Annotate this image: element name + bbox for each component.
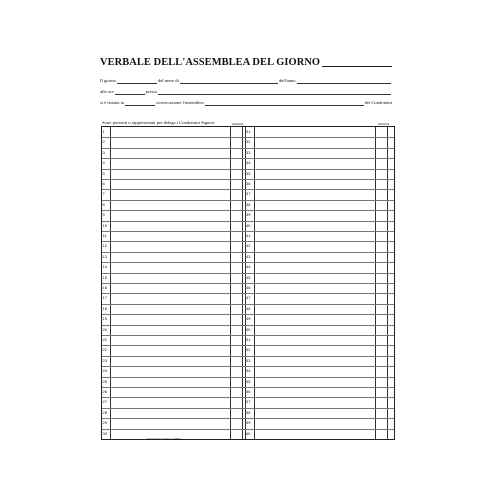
row-number-left: 30 <box>102 430 107 436</box>
row-number-right: 58 <box>246 409 251 415</box>
row-number-left: 13 <box>102 253 107 259</box>
table-row-divider <box>102 262 394 263</box>
row-number-left: 27 <box>102 399 107 405</box>
row-number-left: 29 <box>102 420 107 426</box>
row-number-right: 53 <box>246 357 251 363</box>
row-number-right: 60 <box>246 430 251 436</box>
row-number-right: 33 <box>246 149 251 155</box>
row-number-right: 40 <box>246 222 251 228</box>
form-row-date <box>100 75 392 84</box>
table-row-divider <box>102 408 394 409</box>
row-number-left: 3 <box>102 149 105 155</box>
row-number-left: 20 <box>102 326 107 332</box>
label-condomini: dei Condomini <box>364 100 392 106</box>
table-row-divider <box>102 137 394 138</box>
row-number-right: 55 <box>246 378 251 384</box>
row-number-right: 46 <box>246 285 251 290</box>
attendees-note: Sono presenti o rappresentati per delega i Condomini Signori <box>102 120 215 125</box>
row-number-right: 39 <box>246 212 251 218</box>
publisher-mark: Modulistica Milano 7085 C <box>147 437 183 441</box>
row-number-right: 34 <box>246 160 251 166</box>
table-row-divider <box>102 148 394 149</box>
row-number-right: 57 <box>246 399 251 405</box>
row-number-right: 42 <box>246 243 251 249</box>
field-convocazione[interactable] <box>125 105 155 106</box>
row-number-left: 18 <box>102 305 107 311</box>
label-giorno: Il giorno <box>100 78 116 84</box>
row-number-left: 14 <box>102 264 107 270</box>
row-number-left: 23 <box>102 357 107 363</box>
field-anno[interactable] <box>297 83 391 84</box>
table-row-divider <box>102 418 394 419</box>
row-number-left: 24 <box>102 368 107 374</box>
table-row-divider <box>102 345 394 346</box>
table-row-divider <box>102 169 394 170</box>
row-number-left: 9 <box>102 212 105 218</box>
row-number-left: 28 <box>102 409 107 415</box>
table-row-divider <box>102 210 394 211</box>
row-number-right: 50 <box>246 326 251 332</box>
row-number-right: 51 <box>246 337 251 342</box>
row-number-left: 4 <box>102 160 105 166</box>
field-assemblea[interactable] <box>205 105 364 106</box>
table-row-divider <box>102 377 394 378</box>
row-number-left: 26 <box>102 389 107 394</box>
table-row-divider <box>102 387 394 388</box>
row-number-right: 56 <box>246 389 251 394</box>
row-number-right: 54 <box>246 368 251 374</box>
table-row-divider <box>102 397 394 398</box>
table-row-divider <box>102 179 394 180</box>
row-number-left: 2 <box>102 139 105 145</box>
row-number-right: 49 <box>246 316 251 322</box>
row-number-right: 44 <box>246 264 251 270</box>
row-number-left: 22 <box>102 347 107 353</box>
row-number-right: 35 <box>246 170 251 176</box>
row-number-left: 17 <box>102 295 107 301</box>
title-date-line[interactable] <box>322 66 392 67</box>
table-row-divider <box>102 314 394 315</box>
row-number-left: 5 <box>102 170 105 176</box>
row-number-right: 36 <box>246 181 251 186</box>
row-number-right: 31 <box>246 129 251 134</box>
row-number-left: 15 <box>102 274 107 280</box>
table-row-divider <box>102 221 394 222</box>
field-presso[interactable] <box>158 94 391 95</box>
table-row-divider <box>102 200 394 201</box>
row-number-right: 45 <box>246 274 251 280</box>
field-giorno[interactable] <box>117 83 157 84</box>
row-number-right: 43 <box>246 253 251 259</box>
row-number-left: 25 <box>102 378 107 384</box>
row-number-right: 52 <box>246 347 251 353</box>
row-number-right: 41 <box>246 233 251 238</box>
table-row-divider <box>102 241 394 242</box>
label-riunita: si è riunita in <box>100 100 125 106</box>
field-mese[interactable] <box>180 83 278 84</box>
row-number-left: 6 <box>102 181 105 186</box>
label-assemblea: convocazione l'assemblea <box>156 100 204 106</box>
row-number-right: 37 <box>246 191 251 197</box>
label-presso: presso <box>145 89 158 95</box>
table-row-divider <box>102 189 394 190</box>
table-row-divider <box>102 158 394 159</box>
row-number-left: 12 <box>102 243 107 249</box>
row-number-left: 11 <box>102 233 107 238</box>
row-number-right: 38 <box>246 201 251 207</box>
table-row-divider <box>102 231 394 232</box>
verbale-form-page <box>97 44 395 449</box>
column-header-millesimi-right: millesimi <box>378 122 390 126</box>
table-row-divider <box>102 335 394 336</box>
row-number-left: 16 <box>102 285 107 290</box>
form-row-convocazione <box>100 97 392 106</box>
row-number-right: 48 <box>246 305 251 311</box>
row-number-left: 19 <box>102 316 107 322</box>
table-row-divider <box>102 293 394 294</box>
table-row-divider <box>102 325 394 326</box>
table-row-divider <box>102 366 394 367</box>
label-mese: del mese di <box>157 78 179 84</box>
table-row-divider <box>102 304 394 305</box>
table-row-divider <box>102 273 394 274</box>
document-title: VERBALE DELL'ASSEMBLEA DEL GIORNO <box>100 56 321 68</box>
row-number-left: 8 <box>102 201 105 207</box>
form-row-time <box>100 86 392 95</box>
table-row-divider <box>102 283 394 284</box>
row-number-right: 32 <box>246 139 251 145</box>
table-row-divider <box>102 252 394 253</box>
column-header-millesimi-left: millesimi <box>232 122 244 126</box>
table-row-divider <box>102 356 394 357</box>
label-ore: alle ore <box>100 89 114 95</box>
field-ore[interactable] <box>115 94 145 95</box>
row-number-left: 1 <box>102 129 105 134</box>
row-number-left: 7 <box>102 191 105 197</box>
label-anno: dell'anno <box>278 78 296 84</box>
table-row-divider <box>102 429 394 430</box>
row-number-right: 59 <box>246 420 251 426</box>
row-number-left: 10 <box>102 222 107 228</box>
row-number-right: 47 <box>246 295 251 301</box>
title-row <box>100 54 392 68</box>
row-number-left: 21 <box>102 337 107 342</box>
